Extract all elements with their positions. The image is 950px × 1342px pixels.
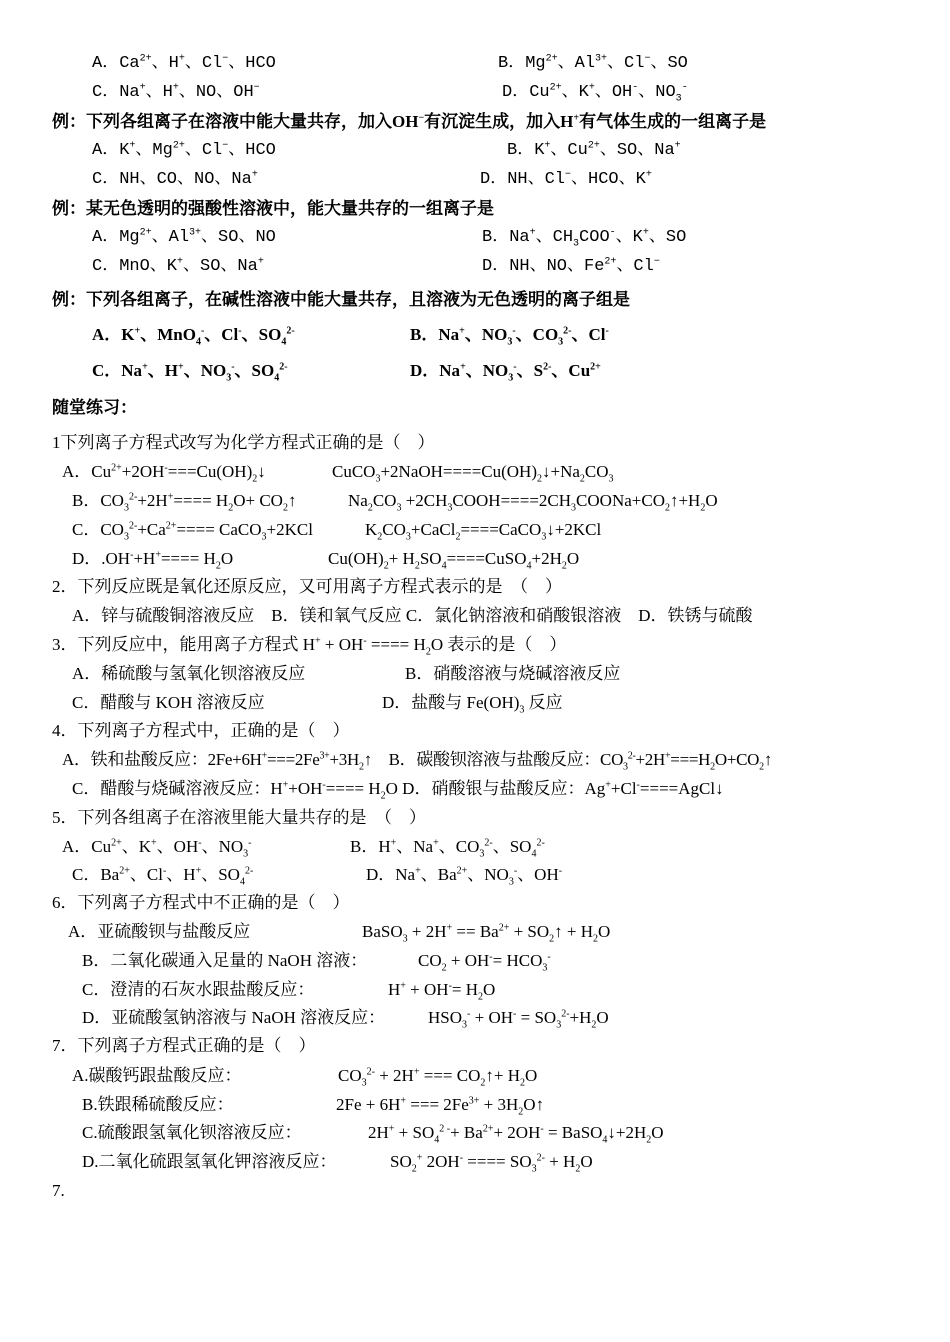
- ex3-row-cd: [0, 252, 950, 281]
- q2-question: [0, 572, 950, 601]
- q6-option-c-equation: $H^+ + OH^-= H_2O$: [388, 980, 496, 1003]
- q3-row-cd: [0, 688, 950, 717]
- ex2-row-ab: [0, 136, 950, 165]
- q5-option-c: C．$Ba^{2+}$、Cl-、H+、$SO_4^{2-}$: [72, 865, 254, 888]
- ex3-option-d: D．NH、NO、$Fe^{2+}$、Cl−: [482, 256, 660, 276]
- q1-option-b-row: [0, 486, 950, 515]
- q6-option-a-row: [0, 917, 950, 946]
- q6-option-d-row: [0, 1003, 950, 1032]
- q1-option-d-row: [0, 544, 950, 573]
- ex1-option-d: D．$Cu^{2+}$、K+、OH-、$NO_3^-$: [502, 82, 688, 105]
- q7-option-c-equation: $2H^+ + SO_4^{2 -}+ Ba^{2+}+ 2OH^-$ = $BaSO_4↓+2H_2O$: [368, 1123, 664, 1146]
- q7-option-a-label: A.碳酸钙跟盐酸反应：: [72, 1066, 242, 1085]
- ex2-option-c: C．NH、CO、NO、Na+: [92, 169, 258, 189]
- q1-option-a-chemical: $CuCO_3+2NaOH====Cu(OH)_2↓+Na_2CO_3$: [332, 462, 614, 485]
- q1-option-c-row: [0, 515, 950, 544]
- q2-options-text: A．锌与硫酸铜溶液反应 B．镁和氧气反应 C．氯化钠溶液和硝酸银溶液 D．铁锈与硫酸: [72, 606, 753, 625]
- q6-option-b-label: B．二氧化碳通入足量的 NaOH 溶液：: [82, 951, 368, 970]
- q8-number: 7.: [52, 1181, 65, 1200]
- ex3-row-ab: [0, 223, 950, 252]
- ex1-option-c: C．Na+、H+、NO、OH−: [92, 82, 260, 102]
- q4-question: [0, 716, 950, 745]
- q7-question-text: 7．下列离子方程式正确的是（ ）: [52, 1036, 316, 1055]
- q2-options: [0, 601, 950, 630]
- ex3-question-text: 例：某无色透明的强酸性溶液中，能大量共存的一组离子是: [52, 199, 494, 218]
- q3-option-c: C．醋酸与 KOH 溶液反应: [72, 693, 265, 712]
- ex2-option-b: B．K+、$Cu^{2+}$、SO、Na+: [507, 140, 681, 160]
- q7-option-d-label: D.二氧化硫跟氢氧化钾溶液反应：: [82, 1152, 337, 1171]
- ex3-question: [0, 194, 950, 223]
- q7-option-a-equation: $CO_3^{2-} + 2H^+$ === $CO_2↑+ H_2O$: [338, 1066, 538, 1089]
- q7-option-d-equation: $SO_2^+$ 2OH- ==== $SO_3^{2-} + H_2O$: [390, 1152, 593, 1175]
- q4-options-ab: A．铁和盐酸反应：$2Fe+6H^+===2Fe^{3+}+3H_2↑$ B．碳酸钡溶液与盐酸反应：$CO_3^{2-}+2H^+===H_2O+CO_2↑$: [62, 750, 773, 773]
- q1-option-b-ionic: B．$CO_3^{2-}+2H^+==== H_2O+$ $CO_2↑$: [72, 491, 297, 514]
- ex4-option-d: D．Na+、$NO_3^-$、$S^{2-}$、$Cu^{2+}$: [410, 361, 601, 384]
- q3-option-b: B．硝酸溶液与烧碱溶液反应: [405, 664, 621, 683]
- ex4-option-b: B．Na+、$NO_3^-$、$CO_3^{2-}$、Cl-: [410, 325, 609, 348]
- q7-option-b-label: B.铁跟稀硫酸反应：: [82, 1095, 234, 1114]
- q6-option-b-equation: $CO_2 + OH^-= HCO_3^-$: [418, 951, 551, 974]
- practice-heading: [0, 393, 950, 422]
- q7-option-c-label: C.硫酸跟氢氧化钡溶液反应：: [82, 1123, 302, 1142]
- q1-option-c-chemical: $K_2CO_3+CaCl_2====CaCO_3↓+2KCl$: [365, 520, 602, 543]
- q3-question: [0, 630, 950, 659]
- q6-question-text: 6．下列离子方程式中不正确的是（ ）: [52, 893, 350, 912]
- q3-option-a: A．稀硫酸与氢氧化钡溶液反应: [72, 664, 306, 683]
- q3-question-text: 3．下列反应中，能用离子方程式 H+ + OH- ==== $H_2O$ 表示的是（ ）: [52, 635, 567, 658]
- q4-question-text: 4．下列离子方程式中，正确的是（ ）: [52, 721, 350, 740]
- ex4-row-cd: [0, 356, 950, 385]
- q5-question: [0, 803, 950, 832]
- ex3-option-b: B．Na+、$CH_3COO^-$、K+、SO: [482, 227, 687, 250]
- q1-option-a-ionic: A．$Cu^{2+}+2OH^-===Cu(OH)_2↓$: [62, 462, 266, 485]
- ex1-row-ab: [0, 49, 950, 78]
- q6-option-d-equation: $HSO_3^- + OH^- = SO_3^{2-}+H_2O$: [428, 1008, 609, 1031]
- q7-option-c-row: [0, 1118, 950, 1147]
- ex2-option-d: D．NH、Cl−、HCO、K+: [480, 169, 652, 189]
- ex2-row-cd: [0, 165, 950, 194]
- q4-row-ab: [0, 745, 950, 774]
- q8-number-row: [0, 1176, 950, 1205]
- q1-question-text: 1下列离子方程式改写为化学方程式正确的是（ ）: [52, 433, 435, 452]
- q1-question: [0, 428, 950, 457]
- q5-option-b: B．H+、Na+、$CO_3^{2-}$、$SO_4^{2-}$: [350, 837, 545, 860]
- ex4-question: [0, 285, 950, 314]
- q5-row-ab: [0, 832, 950, 861]
- q1-option-c-ionic: C．$CO_3^{2-}+Ca^{2+}====$ CaCO$_3$+2KCl: [72, 520, 313, 543]
- q5-option-d: D．Na+、$Ba^{2+}$、$NO_3^-$、OH-: [366, 865, 563, 888]
- q4-row-cd: [0, 774, 950, 803]
- ex3-option-c: C．MnO、K+、SO、Na+: [92, 256, 264, 276]
- q1-option-d-ionic: D．$.OH^-+H^+==== H_2O$: [72, 549, 234, 572]
- ex4-option-c: C．Na+、H+、$NO_3^-$、$SO_4^{2-}$: [92, 361, 288, 384]
- q3-row-ab: [0, 659, 950, 688]
- q7-question: [0, 1031, 950, 1060]
- ex2-option-a: A．K+、$Mg^{2+}$、Cl−、HCO: [92, 140, 276, 160]
- q1-option-a-row: [0, 457, 950, 486]
- ex2-question-text: 例：下列各组离子在溶液中能大量共存，加入OH−有沉淀生成，加入H+有气体生成的一组离子是: [52, 112, 767, 131]
- ex2-question: [0, 107, 950, 136]
- q7-option-d-row: [0, 1147, 950, 1176]
- q6-option-a-label: A．亚硫酸钡与盐酸反应: [68, 922, 251, 941]
- q6-option-c-label: C．澄清的石灰水跟盐酸反应：: [82, 980, 315, 999]
- ex4-row-ab: [0, 320, 950, 349]
- ex1-option-b: B．$Mg^{2+}$、$Al^{3+}$、Cl−、SO: [498, 53, 688, 73]
- q6-option-a-equation: BaSO$_3$ + $2H^+ == Ba^{2+}$ + $SO_2↑ + H_2O$: [362, 922, 611, 945]
- q1-option-b-chemical: $Na_2CO_3$ $+2CH_3COOH====2CH_3COONa+CO_2↑+H_2O$: [348, 491, 718, 514]
- q4-options-cd: C．醋酸与烧碱溶液反应：$H^++OH^-==== H_2O$ D．硝酸银与盐酸反应：Ag++Cl-====AgCl↓: [72, 779, 724, 802]
- q6-option-d-label: D．亚硫酸氢钠溶液与 NaOH 溶液反应：: [82, 1008, 386, 1027]
- q5-row-cd: [0, 860, 950, 889]
- q6-option-b-row: [0, 946, 950, 975]
- q6-option-c-row: [0, 975, 950, 1004]
- ex3-option-a: A．$Mg^{2+}$、$Al^{3+}$、SO、NO: [92, 227, 276, 247]
- q5-option-a: A．$Cu^{2+}$、K+、OH-、$NO_3^-$: [62, 837, 252, 860]
- practice-heading-text: 随堂练习：: [52, 398, 137, 417]
- q5-question-text: 5．下列各组离子在溶液里能大量共存的是 （ ）: [52, 808, 426, 827]
- q1-option-d-chemical: $Cu(OH)_2+$ $H_2SO_4====CuSO_4+2H_2O$: [328, 549, 580, 572]
- ex1-option-a: A．$Ca^{2+}$、H+、Cl−、HCO: [92, 53, 276, 73]
- ex4-question-text: 例：下列各组离子，在碱性溶液中能大量共存，且溶液为无色透明的离子组是: [52, 290, 630, 309]
- ex4-option-a: A．K+、MnO$_4$-、Cl-、$SO_4^{2-}$: [92, 325, 295, 348]
- q7-option-a-row: [0, 1061, 950, 1090]
- ex1-row-cd: [0, 78, 950, 107]
- q7-option-b-equation: 2Fe + 6H+ === $2Fe^{3+}$ + $3H_2O↑$: [336, 1095, 545, 1118]
- q7-option-b-row: [0, 1090, 950, 1119]
- q6-question: [0, 888, 950, 917]
- q3-option-d: D．盐酸与 $Fe(OH)_3$ 反应: [382, 693, 563, 716]
- q2-question-text: 2．下列反应既是氧化还原反应，又可用离子方程式表示的是 （ ）: [52, 577, 562, 596]
